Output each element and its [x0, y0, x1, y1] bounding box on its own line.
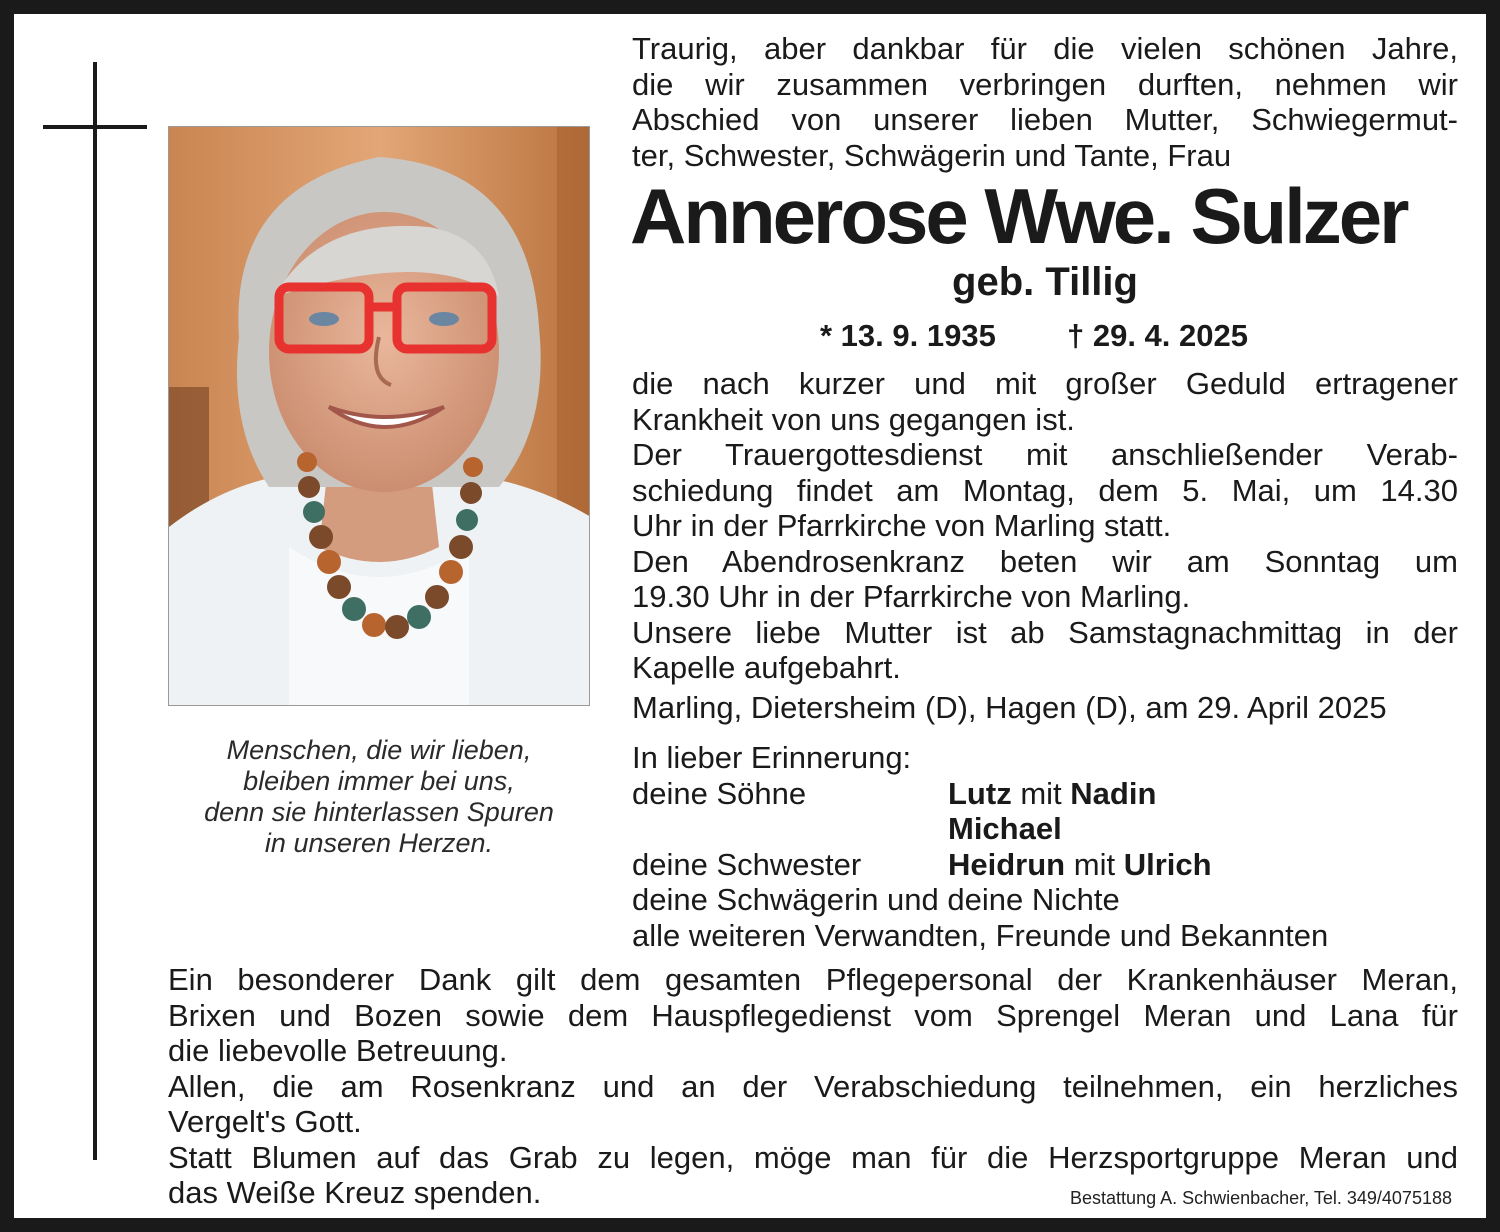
sister-partner-name: Ulrich	[1123, 846, 1212, 882]
deceased-name: Annerose Wwe. Sulzer	[630, 172, 1407, 260]
thanks-line: die liebevolle Betreuung.	[168, 1033, 508, 1068]
sister-row	[632, 847, 1458, 883]
body-line: Uhr in der Pfarrkirche von Marling statt.	[632, 508, 1172, 543]
intro-line: Traurig, aber dankbar für die vielen schönen Jahre,	[632, 31, 1458, 66]
others-line: alle weiteren Verwandten, Freunde und Bekannten	[632, 917, 1329, 953]
sons-row	[632, 776, 1458, 812]
thanks-line: Ein besonderer Dank gilt dem gesamten Pflegepersonal der Krankenhäuser Meran,	[168, 962, 1458, 997]
quote-line: bleiben immer bei uns,	[243, 766, 515, 796]
thanks-line: das Weiße Kreuz spenden.	[168, 1175, 542, 1210]
body-line: Unsere liebe Mutter ist ab Samstagnachmittag in der	[632, 614, 1458, 650]
sister-label: deine Schwester	[632, 846, 862, 882]
place-date-text: Marling, Dietersheim (D), Hagen (D), am 29. April 2025	[632, 690, 1387, 725]
sons-names	[948, 776, 1156, 812]
son2-names	[948, 811, 1062, 847]
quote-line: denn sie hinterlassen Spuren	[204, 797, 554, 827]
body-line: Krankheit von uns gegangen ist.	[632, 401, 1075, 437]
thanks-line: Statt Blumen auf das Grab zu legen, möge man für die Herzsportgruppe Meran und	[168, 1139, 1458, 1175]
sisterinlaw-line: deine Schwägerin und deine Nichte	[632, 882, 1120, 917]
sister-names	[948, 847, 1212, 883]
quote-line: Menschen, die wir lieben,	[226, 735, 532, 765]
memorial-quote	[168, 735, 590, 859]
body-line: schiedung findet am Montag, dem 5. Mai, um 14.30	[632, 472, 1458, 508]
sons-label: deine Söhne	[632, 775, 807, 811]
place-and-date	[632, 690, 1458, 726]
death-date: † 29. 4. 2025	[1067, 318, 1248, 353]
intro-line: die wir zusammen verbringen durften, nehmen wir	[632, 66, 1458, 102]
son1-partner-name: Nadin	[1070, 775, 1157, 811]
with-word: mit	[1073, 846, 1116, 882]
sister-name: Heidrun	[948, 846, 1066, 882]
intro-line: ter, Schwester, Schwägerin und Tante, Frau	[632, 137, 1232, 173]
intro-line: Abschied von unserer lieben Mutter, Schwiegermut-	[632, 102, 1458, 137]
cross-horizontal-bar	[43, 125, 147, 129]
thanks-text	[168, 962, 1458, 1211]
body-line: die nach kurzer und mit großer Geduld ertragener	[632, 366, 1458, 401]
thanks-line: Allen, die am Rosenkranz und an der Verabschiedung teilnehmen, ein herzliches	[168, 1068, 1458, 1104]
maiden-name	[632, 258, 1458, 306]
birth-date: * 13. 9. 1935	[820, 318, 996, 353]
funeral-home-credit: Bestattung A. Schwienbacher, Tel. 349/4075188	[1070, 1188, 1452, 1208]
body-line: Kapelle aufgebahrt.	[632, 650, 901, 685]
cross-vertical-bar	[93, 62, 97, 1160]
with-word: mit	[1020, 775, 1062, 811]
body-line: Der Trauergottesdienst mit anschließender Verab-	[632, 437, 1458, 472]
announcement-text	[632, 366, 1458, 686]
son1-name: Lutz	[948, 775, 1012, 811]
body-line: 19.30 Uhr in der Pfarrkirche von Marling.	[632, 579, 1191, 614]
body-line: Den Abendrosenkranz beten wir am Sonntag um	[632, 543, 1458, 579]
son2-name: Michael	[948, 811, 1062, 846]
quote-line: in unseren Herzen.	[264, 828, 494, 858]
thanks-line: Brixen und Bozen sowie dem Hauspflegedienst vom Sprengel Meran und Lana für	[168, 997, 1458, 1033]
thanks-line: Vergelt's Gott.	[168, 1104, 362, 1139]
remembrance-heading: In lieber Erinnerung:	[632, 740, 912, 775]
maiden-name-text: geb. Tillig	[952, 260, 1138, 304]
remembrance-list	[632, 740, 1458, 953]
intro-text	[632, 31, 1458, 173]
son2-row	[632, 811, 1458, 847]
portrait-photo	[168, 126, 590, 706]
